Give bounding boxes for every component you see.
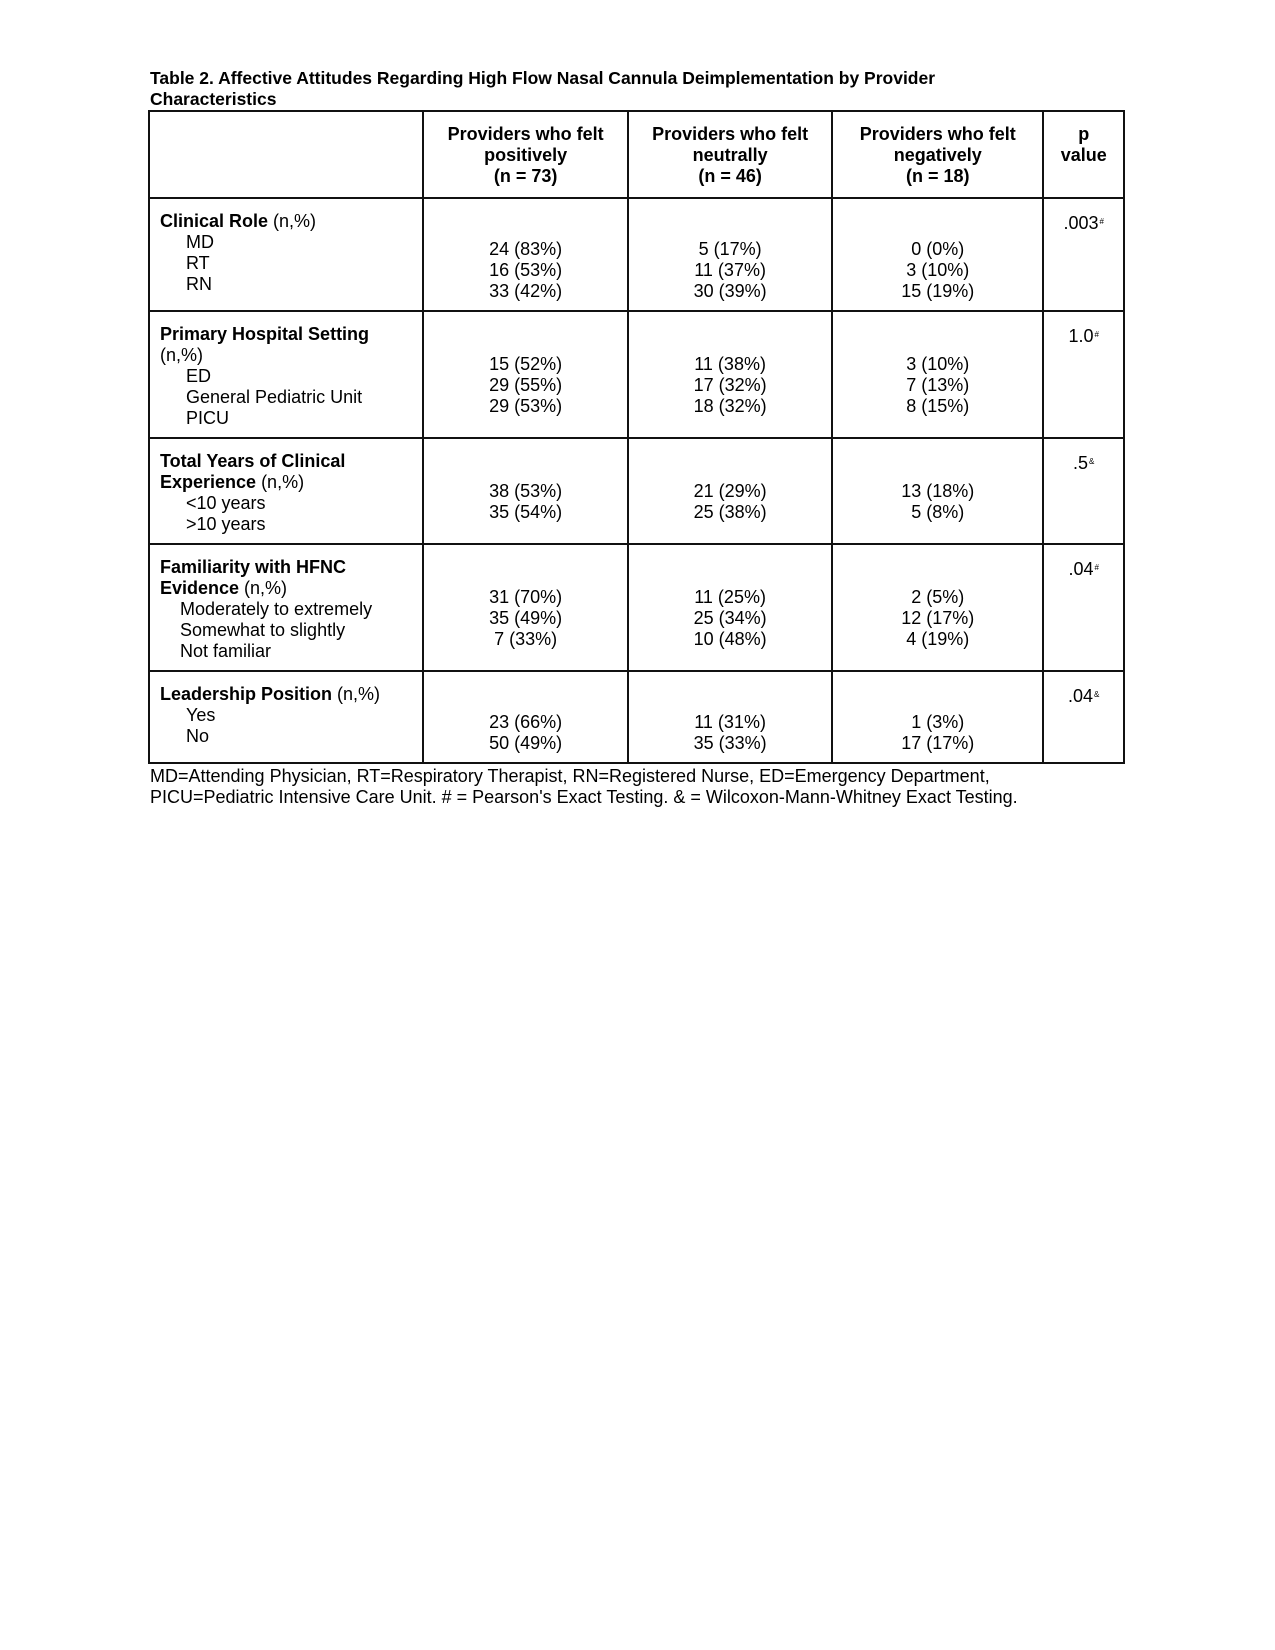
- positive-cell: [423, 671, 628, 763]
- header-negative: [832, 111, 1043, 198]
- negative-value: 7 (13%): [906, 375, 970, 395]
- positive-value: 16 (53%): [489, 260, 563, 280]
- row-category-label: No: [186, 726, 210, 746]
- p-value-test-mark: #: [1099, 217, 1104, 226]
- positive-value: 24 (83%): [489, 239, 563, 259]
- p-value-cell: [1043, 671, 1124, 763]
- table-row: [149, 438, 1124, 544]
- header-positive-line-3: (n = 73): [493, 166, 558, 186]
- p-value-test-mark: #: [1094, 330, 1099, 339]
- caption-line-2: Characteristics: [150, 89, 277, 109]
- row-title-line: [160, 451, 416, 472]
- positive-cell: [423, 438, 628, 544]
- header-positive-line-1: Providers who felt: [447, 124, 604, 144]
- p-value: 1.0: [1068, 326, 1094, 346]
- row-title-line: [160, 578, 416, 599]
- negative-value: 3 (10%): [906, 354, 970, 374]
- neutral-value: 35 (33%): [693, 733, 767, 753]
- neutral-value: 11 (37%): [694, 260, 766, 280]
- negative-cell: [832, 311, 1043, 438]
- neutral-value: 11 (25%): [694, 587, 766, 607]
- row-category-label: Yes: [186, 705, 216, 725]
- table-row: [149, 311, 1124, 438]
- row-label-cell: [149, 671, 423, 763]
- row-title-line: [160, 472, 416, 493]
- neutral-cell: [628, 311, 832, 438]
- header-p-line-2: value: [1060, 145, 1107, 165]
- header-neutral: [628, 111, 832, 198]
- neutral-value: 30 (39%): [693, 281, 767, 301]
- header-p-line-1: p: [1078, 124, 1090, 144]
- footnote-line-2: PICU=Pediatric Intensive Care Unit. # = Pearson's Exact Testing. & = Wilcoxon-Mann-Whitney Exact Testing.: [150, 787, 1018, 807]
- neutral-cell: [628, 671, 832, 763]
- table-body: [149, 198, 1124, 763]
- header-positive-line-2: positively: [484, 145, 568, 165]
- row-label-cell: [149, 311, 423, 438]
- row-category-label: General Pediatric Unit: [186, 387, 363, 407]
- negative-value: 13 (18%): [901, 481, 975, 501]
- positive-value: 50 (49%): [489, 733, 563, 753]
- row-category-label: Not familiar: [180, 641, 272, 661]
- row-title: Experience: [160, 472, 257, 492]
- row-title: Clinical Role: [160, 211, 269, 231]
- table-caption: [150, 68, 1130, 110]
- p-value: .04: [1068, 686, 1094, 706]
- header-negative-line-2: negatively: [893, 145, 982, 165]
- header-neutral-line-1: Providers who felt: [652, 124, 809, 144]
- positive-value: 35 (54%): [489, 502, 563, 522]
- table-row: [149, 198, 1124, 311]
- neutral-value: 11 (38%): [694, 354, 766, 374]
- table-row: [149, 544, 1124, 671]
- table-header-row: [149, 111, 1124, 198]
- neutral-value: 5 (17%): [698, 239, 762, 259]
- p-value: .003: [1063, 213, 1099, 233]
- row-title: Primary Hospital Setting: [160, 324, 370, 344]
- row-title-line: [160, 557, 416, 578]
- positive-value: 7 (33%): [494, 629, 558, 649]
- row-title-line: [160, 324, 416, 345]
- table-row: [149, 671, 1124, 763]
- row-title: Evidence: [160, 578, 240, 598]
- row-title-line: [160, 211, 416, 232]
- row-label-cell: [149, 438, 423, 544]
- row-category-label: Moderately to extremely: [180, 599, 373, 619]
- caption-line-1: Table 2. Affective Attitudes Regarding High Flow Nasal Cannula Deimplementation by Provider: [150, 68, 936, 88]
- row-label-cell: [149, 198, 423, 311]
- positive-cell: [423, 311, 628, 438]
- neutral-cell: [628, 544, 832, 671]
- row-label-cell: [149, 544, 423, 671]
- positive-cell: [423, 198, 628, 311]
- header-positive: [423, 111, 628, 198]
- positive-value: 15 (52%): [489, 354, 563, 374]
- results-table: [148, 110, 1125, 764]
- p-value-cell: [1043, 198, 1124, 311]
- header-negative-line-1: Providers who felt: [859, 124, 1016, 144]
- header-neutral-line-3: (n = 46): [698, 166, 762, 186]
- negative-value: 5 (8%): [911, 502, 965, 522]
- row-title: Total Years of Clinical: [160, 451, 346, 471]
- row-unit: (n,%): [332, 684, 381, 704]
- row-title: Leadership Position: [160, 684, 333, 704]
- positive-value: 29 (53%): [489, 396, 563, 416]
- negative-value: 17 (17%): [901, 733, 975, 753]
- positive-value: 35 (49%): [489, 608, 563, 628]
- p-value-cell: [1043, 438, 1124, 544]
- row-category-label: RN: [186, 274, 212, 294]
- document-page: [148, 68, 1130, 808]
- p-value-cell: [1043, 544, 1124, 671]
- neutral-value: 17 (32%): [693, 375, 767, 395]
- header-p-value: [1043, 111, 1124, 198]
- negative-cell: [832, 544, 1043, 671]
- negative-value: 15 (19%): [901, 281, 975, 301]
- row-title-line: [160, 684, 416, 705]
- neutral-value: 25 (38%): [693, 502, 767, 522]
- negative-value: 2 (5%): [911, 587, 965, 607]
- positive-value: 31 (70%): [489, 587, 563, 607]
- p-value: .5: [1073, 453, 1089, 473]
- row-unit: (n,%): [268, 211, 317, 231]
- neutral-value: 10 (48%): [693, 629, 767, 649]
- p-value-test-mark: #: [1094, 563, 1099, 572]
- positive-value: 33 (42%): [489, 281, 563, 301]
- negative-value: 4 (19%): [906, 629, 970, 649]
- row-category-label: ED: [186, 366, 212, 386]
- header-negative-line-3: (n = 18): [905, 166, 970, 186]
- p-value-test-mark: &: [1089, 457, 1095, 466]
- row-unit: (n,%): [239, 578, 288, 598]
- positive-value: 38 (53%): [489, 481, 563, 501]
- row-title: Familiarity with HFNC: [160, 557, 347, 577]
- row-category-label: Somewhat to slightly: [180, 620, 346, 640]
- header-blank: [149, 111, 423, 198]
- table-footnote: [150, 766, 1050, 808]
- neutral-value: 21 (29%): [693, 481, 767, 501]
- positive-cell: [423, 544, 628, 671]
- row-category-label: RT: [186, 253, 210, 273]
- row-category-label: <10 years: [186, 493, 266, 513]
- neutral-value: 11 (31%): [694, 712, 766, 732]
- p-value: .04: [1068, 559, 1094, 579]
- p-value-test-mark: &: [1094, 690, 1100, 699]
- positive-value: 23 (66%): [489, 712, 563, 732]
- negative-value: 1 (3%): [911, 712, 965, 732]
- negative-cell: [832, 198, 1043, 311]
- row-unit: (n,%): [160, 345, 204, 365]
- negative-value: 8 (15%): [906, 396, 970, 416]
- negative-value: 3 (10%): [906, 260, 970, 280]
- header-neutral-line-2: neutrally: [692, 145, 768, 165]
- row-unit: (n,%): [256, 472, 305, 492]
- negative-cell: [832, 671, 1043, 763]
- positive-value: 29 (55%): [489, 375, 563, 395]
- negative-value: 0 (0%): [911, 239, 965, 259]
- row-category-label: PICU: [186, 408, 230, 428]
- negative-value: 12 (17%): [901, 608, 975, 628]
- row-category-label: MD: [186, 232, 214, 252]
- p-value-cell: [1043, 311, 1124, 438]
- neutral-value: 18 (32%): [693, 396, 767, 416]
- negative-cell: [832, 438, 1043, 544]
- row-category-label: >10 years: [186, 514, 266, 534]
- neutral-cell: [628, 438, 832, 544]
- neutral-value: 25 (34%): [693, 608, 767, 628]
- footnote-line-1: MD=Attending Physician, RT=Respiratory Therapist, RN=Registered Nurse, ED=Emergency Department,: [150, 766, 990, 786]
- neutral-cell: [628, 198, 832, 311]
